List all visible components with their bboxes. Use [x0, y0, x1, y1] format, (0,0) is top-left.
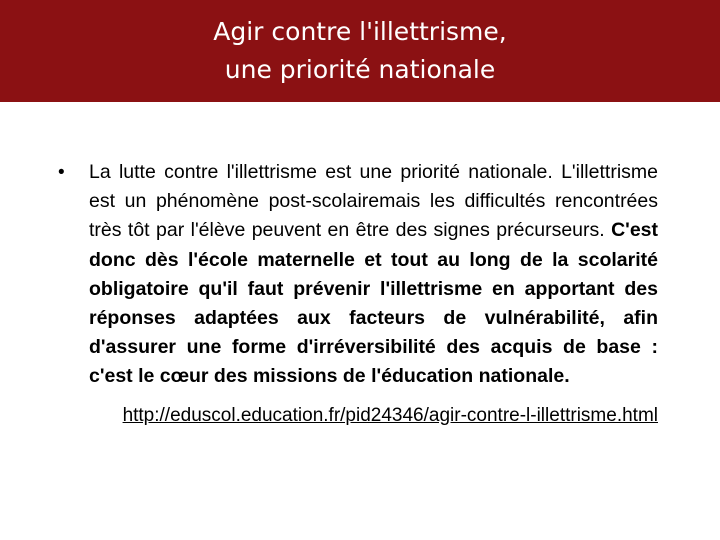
source-link[interactable]: http://eduscol.education.fr/pid24346/agir-contre-l-illettrisme.html [122, 404, 658, 426]
slide-content [58, 158, 658, 430]
title-banner [0, 0, 720, 102]
body-text-bold: C'est donc dès l'école maternelle et tout au long de la scolarité obligatoire qu'il faut prévenir l'illettrisme en apportant des réponses adaptées aux facteurs de vulnérabilité, afin d'assurer une forme d'irréversibilité des acquis de base : c'est le cœur des missions de l'éducation nationale. [89, 219, 658, 388]
bullet-icon: • [58, 162, 65, 183]
slide-title-line-1: Agir contre l'illettrisme, [213, 17, 507, 46]
bullet-paragraph [58, 158, 658, 392]
slide-title-line-2: une priorité nationale [224, 55, 496, 84]
body-text-regular: La lutte contre l'illettrisme est une priorité nationale. L'illettrisme est un phénomène post-scolairemais les difficultés rencontrées très tôt par l'élève peuvent en être des signes précurseurs. [89, 161, 658, 242]
